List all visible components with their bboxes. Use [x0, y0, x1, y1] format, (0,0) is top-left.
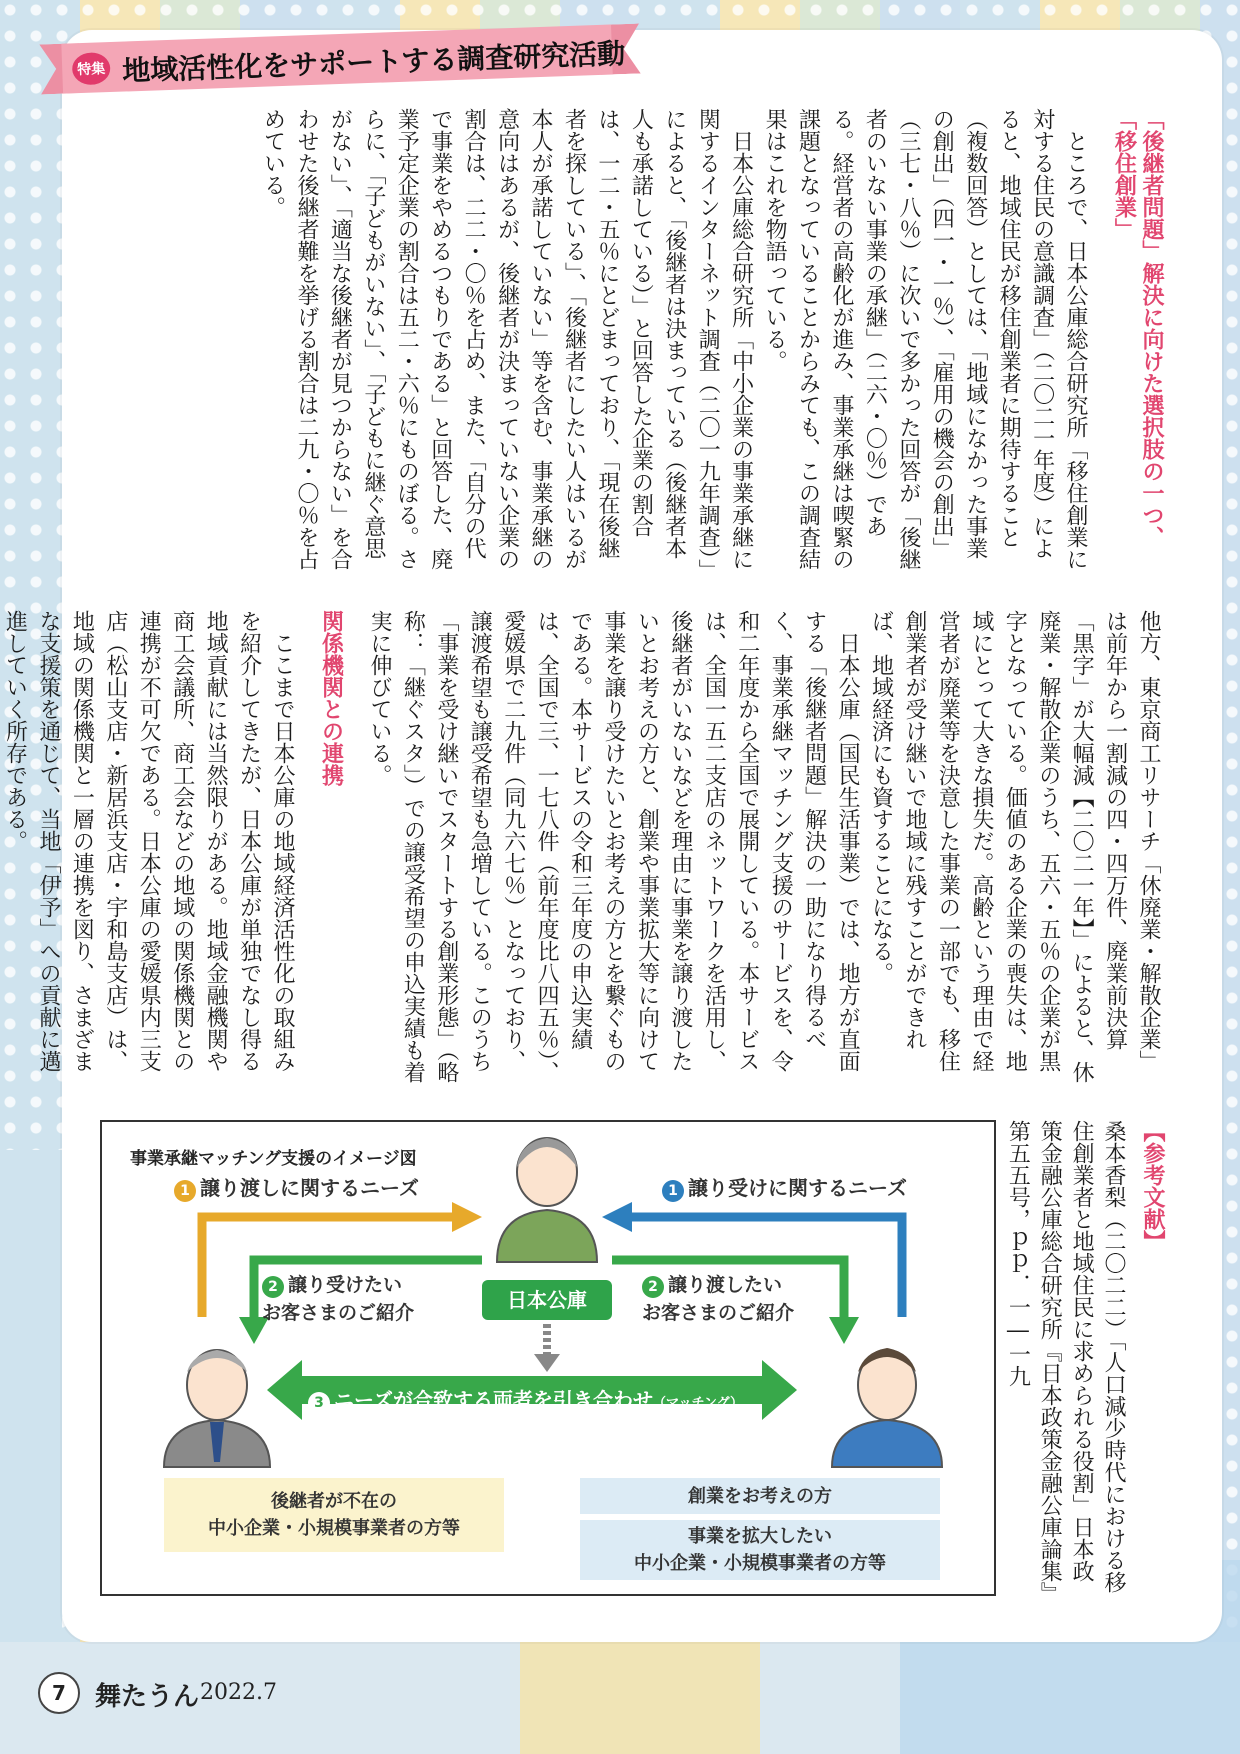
need-handover [174, 1172, 419, 1202]
feature-tag: 特集 [72, 52, 111, 85]
article-body-partners [0, 610, 299, 1090]
need-takeover-label: 譲り受けに関するニーズ [688, 1176, 907, 1200]
startup-box [580, 1478, 940, 1514]
right-box-top: 創業をお考えの方 [688, 1485, 832, 1507]
step-number: 1 [174, 1180, 196, 1202]
paragraph: 日本公庫（国民生活事業）では、地方が直面する「後継者問題」解決の一助になり得るべく、事業承継マッチング支援のサービスを、令和二年度から全国で展開している。本サービスは、全国一五二支店のネットワークを活用し、後継者がいないなどを理由に事業を譲り渡したいとお考えの方と、創業や事業拡大等に向けて事業を譲り受けたいとお考えの方とを繋ぐものである。本サービスの令和三年度の申込実績は、全国で三、一七八件（前年度比八四五％）、愛媛県で二九件（同九六七％）となっており、譲渡希望も譲受希望も急増している。このうち「事業を受け継いでスタートする創業形態」（略称：「継ぐスタ」）での譲受希望の申込実績も着実に伸びている。 [366, 610, 861, 1083]
paragraph: ところで、日本公庫総合研究所「移住創業に対する住民の意識調査」（二〇二一年度）によると、地域住民が移住創業者に期待すること（複数回答）としては、「地域になかった事業の創出」（四一・一％）、「雇用の機会の創出」（三七・八％）に次いで多かった回答が「後継者のいない事業の承継」（二六・〇％）である。経営者の高齢化が進み、事業承継は喫緊の課題となっていることからみても、この調査結果はこれを物語っている。 [762, 108, 1088, 570]
entrepreneur-person [832, 1348, 942, 1467]
right-box-line2: 中小企業・小規模事業者の方等 [634, 1553, 886, 1574]
intro-right-line1: 譲り渡したい [668, 1274, 783, 1296]
matching-subtext: （マッチング） [653, 1396, 743, 1411]
left-box-line2: 中小企業・小規模事業者の方等 [208, 1518, 460, 1539]
koko-label: 日本公庫 [482, 1280, 612, 1320]
issue-date: 2022.7 [200, 1680, 277, 1705]
article-body-upper [256, 108, 1092, 578]
step-number: 2 [262, 1276, 284, 1298]
successor-needed-person [164, 1350, 270, 1467]
intro-left-line1: 譲り受けたい [288, 1274, 403, 1296]
section-heading-partners: 関係機関との連携 [318, 610, 344, 786]
article-upper [140, 108, 1165, 578]
intro-left-line2: お客さまのご紹介 [262, 1301, 415, 1324]
intro-handover-customers [642, 1272, 794, 1327]
need-handover-label: 譲り渡しに関するニーズ [200, 1176, 419, 1200]
koko-staff-person [497, 1138, 597, 1262]
paragraph: 他方、東京商工リサーチ「休廃業・解散企業」は前年から一割減の四・四万件、廃業前決算「黒字」が大幅減【二〇二一年】」によると、休廃業・解散企業のうち、五六・五％の企業が黒字となっている。価値のある企業の喪失は、地域にとって大きな損失だ。高齢という理由で経営者が廃業等を決意した事業の一部でも、移住創業者が受け継いで地域に残すことができれば、地域経済にも資することになる。 [868, 610, 1161, 1083]
arrow-right-needs-head [602, 1202, 632, 1232]
article-body-lower [363, 610, 1166, 1090]
paragraph: 日本公庫総合研究所「中小企業の事業承継に関するインターネット調査（二〇一九年調査）」によると、「後継者は決まっている（後継者本人も承諾している）」と回答した企業の割合は、一二・五％にとどまっており、「現在後継者を探している」、「後継者にしたい人はいるが本人が承諾していない」等を含む、事業承継の意向はあるが、後継者が決まっていない企業の割合は、二二・〇％を占め、また、「自分の代で事業をやめるつもりである」と回答した、廃業予定企業の割合は五二・六％にものぼる。さらに、「子どもがいない」、「子どもに継ぐ意思がない」、「適当な後継者が見つからない」を合わせた後継者難を挙げる割合は二九・〇％を占めている。 [260, 108, 754, 570]
references-label: 【参考文献】 [1140, 1120, 1165, 1252]
need-takeover [662, 1172, 907, 1202]
article-lower [2, 610, 1165, 1090]
page-number: 7 [38, 1672, 80, 1714]
matching-label [308, 1384, 743, 1414]
figure-title: 事業承継マッチング支援のイメージ図 [130, 1149, 417, 1169]
right-box-line1: 事業を拡大したい [688, 1526, 832, 1547]
references-text: 桑本香梨（二〇二二）「人口減少時代における移住創業者と地域住民に求められる役割」日本政策金融公庫総合研究所『日本政策金融公庫論集』第五五号，ｐｐ．一―一九 [1005, 1120, 1126, 1593]
left-box-line1: 後継者が不在の [271, 1491, 397, 1512]
successor-absent-box [164, 1478, 504, 1552]
arrow-intro-right-head [829, 1317, 859, 1344]
references [1005, 1120, 1168, 1600]
arrow-center-down-head [534, 1354, 560, 1372]
matching-text: ニーズが合致する両者を引き合わせ [334, 1388, 653, 1412]
intro-takeover-customers [262, 1272, 414, 1327]
step-number: 2 [642, 1276, 664, 1298]
section-heading-succession: 「後継者問題」解決に向けた選択肢の一つ、「移住創業」 [1111, 108, 1164, 548]
paragraph: ここまで日本公庫の地域経済活性化の取組みを紹介してきたが、日本公庫が単独でなし得る地域貢献には当然限りがある。地域金融機関や商工会議所、商工会などの地域の関係機関との連携が不可欠である。日本公庫の愛媛県内三支店（松山支店・新居浜支店・宇和島支店）は、地域の関係機関と一層の連携を図り、さまざまな支援策を通じて、当地「伊予」への貢献に邁進していく所存である。 [2, 610, 295, 1072]
intro-right-line2: お客さまのご紹介 [642, 1301, 795, 1324]
magazine-logo: 舞たうん [95, 1682, 200, 1712]
expansion-box [580, 1520, 940, 1580]
step-number: 3 [308, 1392, 330, 1414]
arrow-left-needs-head [452, 1202, 482, 1232]
step-number: 1 [662, 1180, 684, 1202]
page-title: 地域活性化をサポートする調査研究活動 [121, 37, 626, 88]
matching-diagram [100, 1120, 996, 1596]
